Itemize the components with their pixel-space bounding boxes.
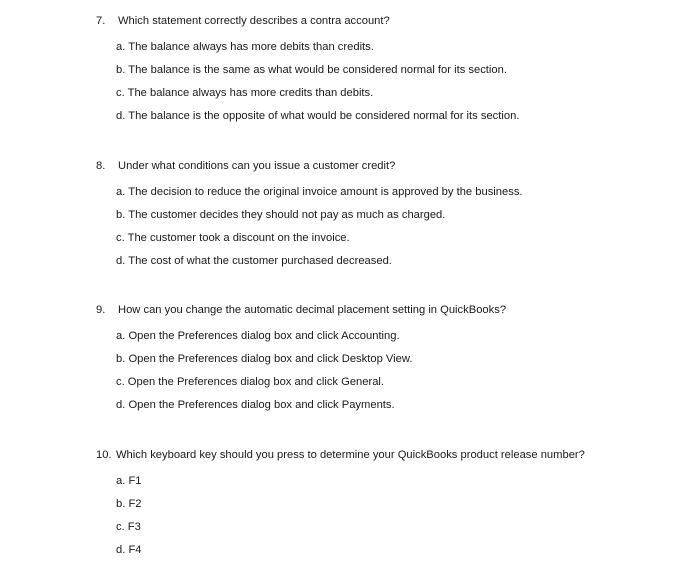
answer-option-d: d. F4 [116, 544, 142, 556]
question-text: Under what conditions can you issue a customer credit? [118, 160, 396, 172]
answer-option-b: b. The customer decides they should not pay as much as charged. [116, 209, 446, 221]
question-line [0, 305, 700, 319]
answer-option-c: c. Open the Preferences dialog box and click General. [116, 376, 385, 388]
answer-option-a: a. The decision to reduce the original invoice amount is approved by the business. [116, 186, 523, 198]
answer-option-c: c. F3 [116, 521, 141, 533]
answer-options [116, 331, 412, 423]
answer-option-a: a. Open the Preferences dialog box and click Accounting. [116, 330, 400, 342]
answer-options [116, 476, 142, 568]
answer-options [116, 42, 519, 134]
answer-options [116, 187, 523, 279]
answer-option-a: a. F1 [116, 475, 142, 487]
answer-option-d: d. The cost of what the customer purchased decreased. [116, 255, 392, 267]
answer-option-c: c. The balance always has more credits than debits. [116, 87, 374, 99]
question-line [0, 161, 700, 175]
question-number: 9. [96, 304, 106, 316]
question-text: Which statement correctly describes a contra account? [118, 15, 390, 27]
answer-option-b: b. F2 [116, 498, 142, 510]
answer-option-c: c. The customer took a discount on the invoice. [116, 232, 350, 244]
answer-option-d: d. Open the Preferences dialog box and click Payments. [116, 399, 395, 411]
answer-option-a: a. The balance always has more debits than credits. [116, 41, 374, 53]
question-line [0, 450, 700, 464]
question-line [0, 16, 700, 30]
question-number: 10. [96, 449, 112, 461]
question-number: 8. [96, 160, 106, 172]
answer-option-b: b. Open the Preferences dialog box and click Desktop View. [116, 353, 413, 365]
answer-option-d: d. The balance is the opposite of what would be considered normal for its section. [116, 110, 520, 122]
question-text: Which keyboard key should you press to determine your QuickBooks product release number? [116, 449, 585, 461]
question-text: How can you change the automatic decimal placement setting in QuickBooks? [118, 304, 507, 316]
question-number: 7. [96, 15, 106, 27]
answer-option-b: b. The balance is the same as what would be considered normal for its section. [116, 64, 507, 76]
